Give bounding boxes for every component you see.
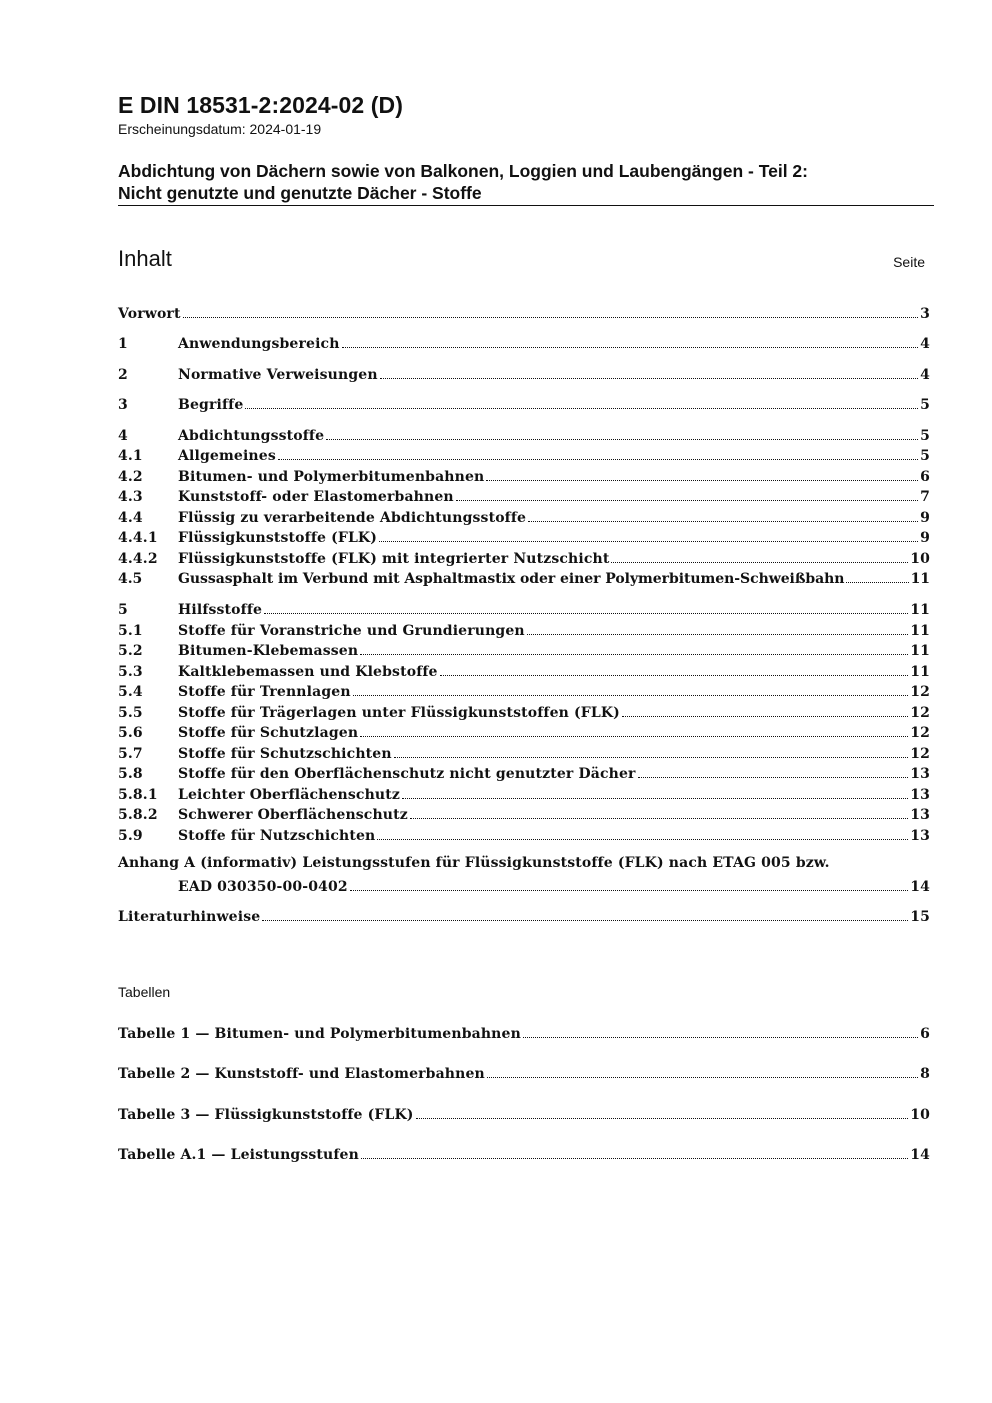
toc-entry-page: 12 [910,746,930,762]
toc-entry-title: Abdichtungsstoffe [178,428,325,444]
toc-entry-title: Anwendungsbereich [178,336,340,352]
toc-entry-number: 5.4 [118,684,143,700]
toc-entry-page: 15 [910,909,930,925]
toc-entry[interactable] [118,465,930,485]
leader-dots [350,890,908,891]
toc-entry-number: 4.4.1 [118,530,158,546]
page-column-label: Seite [893,254,925,270]
toc-entry-page: 13 [910,787,930,803]
toc-entry-page: 12 [910,725,930,741]
toc-entry-page: 4 [920,336,930,352]
toc-entry-title: Schwerer Oberflächenschutz [178,807,408,823]
table-entry-title: Tabelle 2 — Kunststoff- und Elastomerbahnen [118,1066,485,1082]
toc-entry-title: Flüssig zu verarbeitende Abdichtungsstoffe [178,510,527,526]
leader-dots [410,818,908,819]
toc-entry[interactable] [118,803,930,823]
toc-entry-title: Bitumen- und Polymerbitumenbahnen [178,469,485,485]
toc-entry[interactable] [118,680,930,700]
toc-entry-title: Stoffe für Trennlagen [178,684,351,700]
toc-entry-page: 5 [920,397,930,413]
toc-entry[interactable] [118,567,930,587]
table-entry-page: 14 [910,1147,930,1163]
leader-dots [264,613,908,614]
toc-entry[interactable] [118,639,930,659]
toc-entry-anhang[interactable] [118,875,930,895]
toc-entry-title: Stoffe für Voranstriche und Grundierungen [178,623,525,639]
toc-entry-title: Allgemeines [178,448,276,464]
toc-entry[interactable] [118,783,930,803]
toc-entry[interactable] [118,824,930,844]
toc-entry[interactable] [118,444,930,464]
table-entry[interactable] [118,1022,930,1042]
toc-entry-page: 11 [910,602,930,618]
leader-dots [528,521,918,522]
toc-entry-number: 5 [118,602,128,618]
toc-entry[interactable] [118,660,930,680]
toc-entry-number: 5.7 [118,746,143,762]
table-entry-page: 10 [910,1107,930,1123]
leader-dots [361,1158,908,1159]
toc-entry-number: 4.1 [118,448,143,464]
leader-dots [402,798,908,799]
leader-dots [360,736,908,737]
toc-entry-title: Stoffe für Schutzlagen [178,725,359,741]
toc-entry-number: 4.4 [118,510,143,526]
toc-entry-number: 5.8.1 [118,787,158,803]
toc-heading: Inhalt [118,246,172,271]
leader-dots [611,562,908,563]
leader-dots [416,1118,909,1119]
table-entry[interactable] [118,1062,930,1082]
toc-entry-page: 11 [910,643,930,659]
toc-entry-number: 2 [118,367,128,383]
leader-dots [326,439,918,440]
toc-entry-page: 12 [910,684,930,700]
leader-dots [527,634,908,635]
title-line-1: Abdichtung von Dächern sowie von Balkonen, Loggien und Laubengängen - Teil 2: [118,161,808,181]
leader-dots [394,757,909,758]
toc-entry-number: 5.9 [118,828,143,844]
toc-entry[interactable] [118,742,930,762]
leader-dots [183,317,919,318]
table-entry-title: Tabelle 1 — Bitumen- und Polymerbitumenbahnen [118,1026,521,1042]
table-entry-page: 8 [920,1066,930,1082]
toc-entry-title: Hilfsstoffe [178,602,263,618]
toc-entry-page: 11 [910,623,930,639]
toc-entry-anhang-title[interactable]: Anhang A (informativ) Leistungsstufen für Flüssigkunststoffe (FLK) nach ETAG 005 bzw. [118,855,830,871]
header-divider [118,205,934,206]
toc-entry-number: 4.3 [118,489,143,505]
publication-date: Erscheinungsdatum: 2024-01-19 [118,121,322,137]
toc-entry-page: 10 [910,551,930,567]
leader-dots [245,408,918,409]
table-entry-title: Tabelle 3 — Flüssigkunststoffe (FLK) [118,1107,414,1123]
toc-entry-title: Begriffe [178,397,244,413]
toc-entry-number: 5.2 [118,643,143,659]
toc-entry-literatur[interactable] [118,905,930,925]
tables-heading: Tabellen [118,984,171,1000]
toc-entry-title: Normative Verweisungen [178,367,378,383]
toc-entry-number: 1 [118,336,128,352]
toc-entry-title: Flüssigkunststoffe (FLK) mit integrierter Nutzschicht [178,551,610,567]
toc-entry-page: 9 [920,510,930,526]
leader-dots [638,777,909,778]
leader-dots [523,1037,918,1038]
toc-entry[interactable] [118,363,930,383]
toc-entry-number: 3 [118,397,128,413]
toc-entry[interactable] [118,547,930,567]
leader-dots [380,378,918,379]
toc-entry-title: Literaturhinweise [118,909,261,925]
toc-entry-page: 5 [920,448,930,464]
toc-entry-page: 3 [920,306,930,322]
toc-entry-page: 6 [920,469,930,485]
leader-dots [342,347,919,348]
toc-entry[interactable] [118,393,930,413]
toc-entry-number: 5.6 [118,725,143,741]
leader-dots [379,541,918,542]
toc-entry-page: 14 [910,879,930,895]
toc-entry[interactable] [118,424,930,444]
toc-entry-title: Stoffe für den Oberflächenschutz nicht genutzter Dächer [178,766,636,782]
toc-entry-page: 9 [920,530,930,546]
toc-entry-title: Kaltklebemassen und Klebstoffe [178,664,438,680]
toc-entry-number: 5.3 [118,664,143,680]
table-entry[interactable] [118,1143,930,1163]
toc-entry-page: 13 [910,766,930,782]
toc-entry[interactable] [118,598,930,618]
toc-entry-title: Stoffe für Trägerlagen unter Flüssigkunststoffen (FLK) [178,705,620,721]
toc-entry-number: 4.4.2 [118,551,158,567]
toc-entry-page: 7 [920,489,930,505]
toc-entry-title: Vorwort [118,306,181,322]
toc-entry-title: Bitumen-Klebemassen [178,643,359,659]
document-title [118,160,934,204]
document-id: E DIN 18531-2:2024-02 (D) [118,92,404,118]
leader-dots [353,695,909,696]
leader-dots [456,500,918,501]
toc-entry-number: 4.5 [118,571,143,587]
toc-entry-page: 13 [910,807,930,823]
toc-entry-title: Stoffe für Nutzschichten [178,828,376,844]
toc-entry-title: Stoffe für Schutzschichten [178,746,392,762]
toc-entry-page: 4 [920,367,930,383]
toc-entry-number: 5.5 [118,705,143,721]
leader-dots [486,480,918,481]
toc-entry[interactable] [118,762,930,782]
leader-dots [622,716,908,717]
toc-entry-page: 5 [920,428,930,444]
toc-entry[interactable] [118,485,930,505]
toc-entry[interactable] [118,701,930,721]
toc-entry[interactable] [118,721,930,741]
toc-entry[interactable] [118,506,930,526]
toc-entry-page: 11 [910,571,930,587]
table-entry-page: 6 [920,1026,930,1042]
toc-entry-title: Kunststoff- oder Elastomerbahnen [178,489,454,505]
toc-entry-number: 4.2 [118,469,143,485]
toc-entry-page: 13 [910,828,930,844]
toc-entry[interactable] [118,332,930,352]
toc-entry-page: 12 [910,705,930,721]
leader-dots [262,920,908,921]
toc-entry-number: 5.8.2 [118,807,158,823]
leader-dots [278,459,918,460]
title-line-2: Nicht genutzte und genutzte Dächer - Stoffe [118,183,482,203]
leader-dots [377,839,908,840]
toc-entry-title: Leichter Oberflächenschutz [178,787,400,803]
toc-entry-number: 4 [118,428,128,444]
table-entry[interactable] [118,1103,930,1123]
leader-dots [487,1077,918,1078]
toc-entry-title: EAD 030350-00-0402 [178,879,348,895]
toc-entry-title: Gussasphalt im Verbund mit Asphaltmastix oder einer Polymerbitumen-Schweißbahn [178,571,845,587]
toc-entry-number: 5.1 [118,623,143,639]
toc-entry-page: 11 [910,664,930,680]
table-entry-title: Tabelle A.1 — Leistungsstufen [118,1147,359,1163]
leader-dots [846,582,908,583]
toc-entry-vorwort[interactable] [118,302,930,322]
leader-dots [440,675,909,676]
toc-entry[interactable] [118,619,930,639]
toc-entry-number: 5.8 [118,766,143,782]
toc-entry-title: Flüssigkunststoffe (FLK) [178,530,378,546]
leader-dots [360,654,908,655]
toc-entry[interactable] [118,526,930,546]
